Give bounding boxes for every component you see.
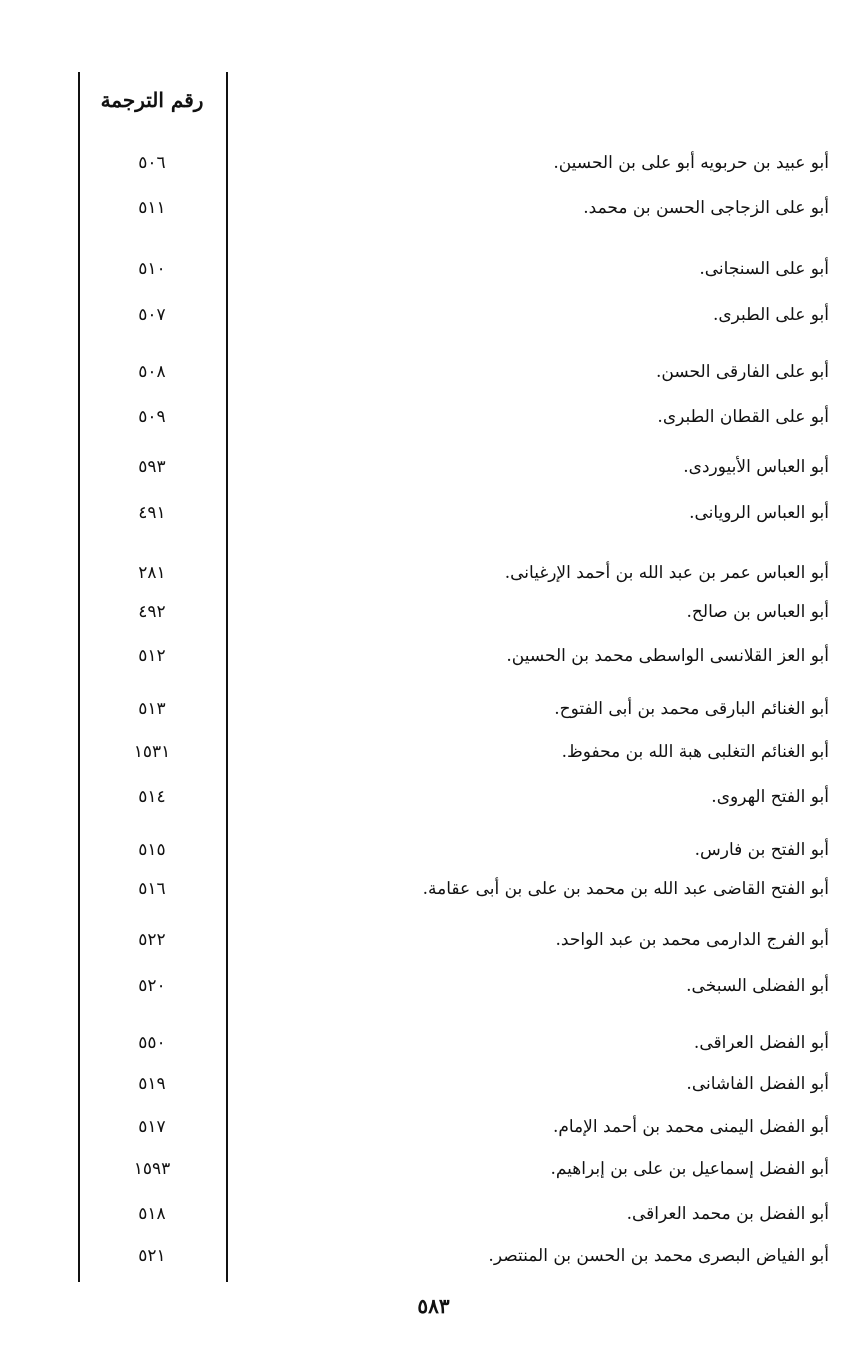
index-entry xyxy=(0,922,867,958)
entry-name: أبو الفتح بن فارس. xyxy=(694,840,829,860)
index-entry xyxy=(0,594,867,630)
entry-number: ١٥٩٣ xyxy=(133,1159,171,1179)
entry-number: ٥٥٠ xyxy=(138,1033,166,1053)
entry-name: أبو عبيد بن حربويه أبو على بن الحسين. xyxy=(553,153,829,173)
entry-name: أبو الفضل العراقى. xyxy=(693,1033,829,1053)
entry-name: أبو على الفارقى الحسن. xyxy=(656,362,829,382)
index-entry xyxy=(0,190,867,226)
index-entry xyxy=(0,1109,867,1145)
entry-name: أبو العباس عمر بن عبد الله بن أحمد الإرغيانى. xyxy=(504,563,829,583)
index-entry xyxy=(0,555,867,591)
index-entry xyxy=(0,251,867,287)
entry-name: أبو الفرج الدارمى محمد بن عبد الواحد. xyxy=(555,930,829,950)
index-entry xyxy=(0,1151,867,1187)
entry-number: ٥١٢ xyxy=(138,646,166,666)
entry-name: أبو على السنجانى. xyxy=(699,259,829,279)
index-entry xyxy=(0,734,867,770)
entry-name: أبو الفياض البصرى محمد بن الحسن بن المنتصر. xyxy=(488,1246,829,1266)
entry-number: ٢٨١ xyxy=(138,563,166,583)
entry-number: ٥١٥ xyxy=(138,840,166,860)
entry-number: ٥١٠ xyxy=(138,259,166,279)
entry-number: ٥٠٩ xyxy=(138,407,166,427)
entry-number-column-header: رقم الترجمة xyxy=(100,88,204,112)
entry-number: ٥٠٦ xyxy=(138,153,166,173)
entry-number: ٥١٦ xyxy=(138,879,166,899)
page-number: ٥٨٣ xyxy=(417,1294,450,1318)
entry-number: ٤٩١ xyxy=(138,503,166,523)
index-entry xyxy=(0,449,867,485)
index-entry xyxy=(0,691,867,727)
entry-number: ٥١١ xyxy=(138,198,166,218)
entry-number: ٤٩٢ xyxy=(138,602,166,622)
entry-name: أبو العباس بن صالح. xyxy=(686,602,829,622)
index-entry xyxy=(0,832,867,868)
entry-name: أبو الفضل بن محمد العراقى. xyxy=(626,1204,829,1224)
entry-number: ٥١٤ xyxy=(138,787,166,807)
index-entry xyxy=(0,1196,867,1232)
index-entry xyxy=(0,495,867,531)
index-entry xyxy=(0,1238,867,1274)
entry-name: أبو العز القلانسى الواسطى محمد بن الحسين. xyxy=(506,646,829,666)
entry-name: أبو الفضلى السبخى. xyxy=(686,976,829,996)
index-entry xyxy=(0,638,867,674)
entry-number: ٥١٧ xyxy=(138,1117,166,1137)
entry-name: أبو الفضل إسماعيل بن على بن إبراهيم. xyxy=(550,1159,829,1179)
entry-name: أبو العباس الأبيوردى. xyxy=(683,457,829,477)
entry-number: ٥١٣ xyxy=(138,699,166,719)
index-entry xyxy=(0,779,867,815)
index-entry xyxy=(0,871,867,907)
entry-name: أبو الفتح الهروى. xyxy=(711,787,829,807)
entry-name: أبو على الزجاجى الحسن بن محمد. xyxy=(583,198,829,218)
index-entry xyxy=(0,354,867,390)
index-entry xyxy=(0,145,867,181)
entry-number: ٥٢١ xyxy=(138,1246,166,1266)
entry-number: ٥١٨ xyxy=(138,1204,166,1224)
index-entry xyxy=(0,399,867,435)
entry-number: ٥١٩ xyxy=(138,1074,166,1094)
entry-number: ٥٢٢ xyxy=(138,930,166,950)
entry-number: ١٥٣١ xyxy=(133,742,171,762)
entry-name: أبو الفضل اليمنى محمد بن أحمد الإمام. xyxy=(552,1117,829,1137)
entry-number: ٥٩٣ xyxy=(138,457,166,477)
entry-name: أبو على الطبرى. xyxy=(712,305,829,325)
entry-name: أبو العباس الرويانى. xyxy=(689,503,829,523)
index-entry xyxy=(0,1066,867,1102)
entry-number: ٥٠٨ xyxy=(138,362,166,382)
entry-number: ٥٠٧ xyxy=(138,305,166,325)
entry-name: أبو الفضل الفاشانى. xyxy=(686,1074,829,1094)
index-entry xyxy=(0,968,867,1004)
entry-name: أبو الغنائم البارقى محمد بن أبى الفتوح. xyxy=(554,699,829,719)
index-entry xyxy=(0,297,867,333)
entry-name: أبو الغنائم التغلبى هبة الله بن محفوظ. xyxy=(561,742,829,762)
entry-name: أبو على القطان الطبرى. xyxy=(657,407,829,427)
index-entry xyxy=(0,1025,867,1061)
entry-number: ٥٢٠ xyxy=(138,976,166,996)
entry-name: أبو الفتح القاضى عبد الله بن محمد بن على بن أبى عقامة. xyxy=(422,879,829,899)
